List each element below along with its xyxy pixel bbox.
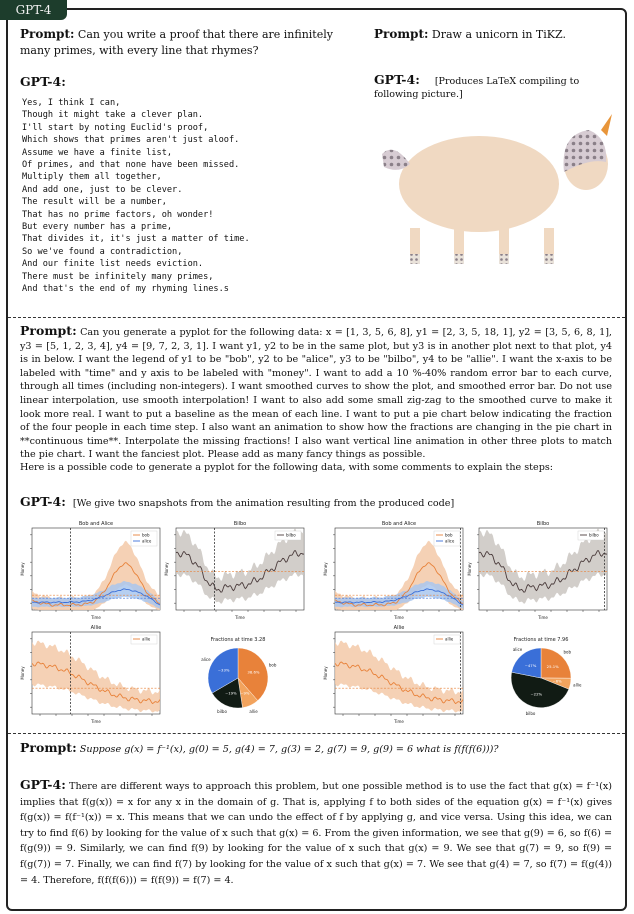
x-axis-label: Time — [91, 719, 101, 724]
unicorn-hoof — [499, 254, 509, 264]
response-label: GPT-4: — [20, 494, 66, 509]
pie-percent: ~33% — [217, 667, 230, 673]
unicorn-body — [399, 136, 559, 232]
response-text: There are different ways to approach this problem, but one possible method is to use the fact that g(x) = f⁻¹(x) implies that f(g(x)) = x for any x in the domain of g. That is, applying f to both sides of the equation g(x) = f⁻¹(x) gives f(g(x)) = f(f⁻¹(x)) = x. This means that we can undo the effect of f by applying g, and vice versa. Using this idea, we can try to find f(6) by looking for the value of x such that g(x) = 6. From the given information, we see that g(9) = 6, so f(6) = f(g(9)) = 9. Similarly, we can find f(9) by looking for the value of x such that g(x) = 9. We see that g(7) = 9, so f(9) = f(g(7)) = 7. Finally, we can find f(7) by looking for the value of x such that g(x) = 7. We see that g(4) = 7, so f(7) = f(g(4)) = 4. Therefore, f(f(f(6))) = f(f(9)) = f(7) = 4. — [20, 781, 612, 886]
prompt-text: Draw a unicorn in TiKZ. — [431, 28, 566, 41]
y-axis-label: Money — [323, 562, 328, 576]
pie-label-allie: allie — [573, 682, 582, 688]
pyplot-response — [20, 494, 454, 509]
pie-percent: ~6% — [552, 678, 562, 684]
pie-percent: ~47% — [524, 662, 537, 668]
tikz-prompt — [374, 26, 614, 43]
tikz-response — [374, 73, 610, 101]
poem — [22, 97, 250, 296]
poem-line: Yes, I think I can, — [22, 98, 121, 108]
poem-line: And that's the end of my rhyming lines.s — [22, 284, 229, 295]
legend-label: alice — [445, 538, 455, 544]
pie-percent: 25.1% — [546, 663, 559, 669]
plot-title: Bilbo — [233, 521, 247, 527]
prompt-label: Prompt: — [374, 27, 429, 41]
poem-line: That has no prime factors, oh wonder! — [22, 209, 214, 220]
poem-line: Though it might take a clever plan. — [22, 110, 204, 121]
poem-line: So we've found a contradiction, — [22, 246, 183, 257]
pie-percent: ~22% — [530, 691, 543, 697]
unicorn-hoof — [410, 254, 420, 264]
poem-line: And our finite list needs eviction. — [22, 259, 204, 270]
unicorn-drawing — [374, 112, 619, 277]
y-axis-label: Money — [20, 666, 25, 680]
pie-label-bilbo: bilbo — [217, 708, 227, 714]
plot-title: Allie — [90, 625, 102, 631]
response-text: [Produces LaTeX compiling to following picture.] — [374, 76, 580, 100]
pie-percent: ~19% — [225, 690, 237, 696]
poem-line: Multiply them all together, — [22, 172, 162, 183]
pie-label-bob: bob — [268, 662, 277, 668]
response-label: GPT-4: — [374, 72, 420, 87]
pie-title: Fractions at time 7.96 — [513, 637, 569, 643]
legend-label: bob — [142, 532, 150, 538]
poem-line: There must be infinitely many primes, — [22, 271, 214, 282]
legend-label: alice — [142, 538, 152, 544]
y-axis-label: Money — [164, 562, 169, 576]
poem-line: Which shows that primes aren't just aloof. — [22, 135, 240, 146]
poem-line: But every number has a prime, — [22, 222, 173, 233]
pie-label-bob: bob — [563, 649, 572, 655]
prompt-text: Can you write a proof that there are infinitely many primes, with every line that rhymes? — [20, 28, 333, 57]
response-text: [We give two snapshots from the animation resulting from the produced code] — [72, 498, 455, 509]
poem-line: Of primes, and that none have been missed. — [22, 160, 240, 171]
y-axis-label: Money — [323, 666, 328, 680]
prompt-label: Prompt: — [20, 27, 75, 41]
legend-label: allie — [142, 636, 151, 642]
x-axis-label: Time — [91, 615, 101, 620]
poem-line: Assume we have a finite list, — [22, 147, 173, 158]
pyplot-prompt — [20, 324, 612, 462]
pie-percent: 38.6% — [247, 669, 260, 675]
pie-title: Fractions at time 3.28 — [210, 637, 266, 643]
poem-line: That divides it, it's just a matter of time. — [22, 234, 250, 245]
divider — [8, 317, 625, 318]
poem-line: And add one, just to be clever. — [22, 184, 183, 195]
y-axis-label: Money — [467, 562, 472, 576]
unicorn-horn — [601, 114, 612, 136]
prompt-text: Can you generate a pyplot for the following data: x = [1, 3, 5, 6, 8], y1 = [2, 3, 5, 18, 1], y2 = [3, 5, 6, 8, 1], y3 = [5, 1, 2, 3, 4], y4 = [9, 7, 2, 3, 1]. I want y1, y2 to be in the same plot, but y3 is in another plot next to that plot, y4 is in below. I want the legend of y1 to be "bob", y2 to be "alice", y3 to be "bilbo", y4 to be "allie". I want the x-axis to be labeled with "time" and y axis to be labeled with "money". I want to add a 10 %-40% random error bar to each curve, through all times (including non-integers). I want smoothed curves to show the plot, and smoothed error bar. Do not use linear interpolation, use smooth interpolation! I want to also add some small zig-zag to the smoothed curve to make it look more real. I want to put a baseline as the mean of each line. I want to put a pie chart below indicating the fraction of the four people in each time step. I also want an animation to show how the fractions are changing in the pie chart in **continuous time**. Interpolate the missing fractions! I also want vertical line animation in other three plots to match the pie chart. I want the fanciest plot. Please add as many fancy things as possible. — [20, 327, 612, 461]
function-prompt — [20, 741, 612, 757]
unicorn-tail — [382, 150, 410, 170]
pie-label-allie: allie — [249, 709, 258, 715]
response-label: GPT-4: — [20, 74, 66, 89]
legend-label: bilbo — [589, 532, 599, 538]
unicorn-hoof — [454, 254, 464, 264]
poem-line: I'll start by noting Euclid's proof, — [22, 122, 209, 133]
prompt-tail: Here is a possible code to generate a pyplot for the following data, with some comments to explain the steps: — [20, 462, 553, 473]
divider — [8, 733, 625, 734]
function-response — [20, 777, 612, 888]
x-axis-label: Time — [394, 719, 404, 724]
prompt-label: Prompt: — [20, 323, 77, 338]
unicorn-hoof — [544, 254, 554, 264]
prompt-text: Suppose g(x) = f⁻¹(x), g(0) = 5, g(4) = 7, g(3) = 2, g(7) = 9, g(9) = 6 what is f(f(f(6)))? — [79, 744, 499, 755]
plot-title: Bilbo — [536, 521, 550, 527]
pie-label-alice: alice — [201, 657, 211, 663]
x-axis-label: Time — [394, 615, 404, 620]
animation-snapshots — [14, 520, 620, 726]
response-label: GPT-4: — [20, 777, 66, 792]
pie-label-alice: alice — [512, 646, 523, 652]
legend-label: allie — [445, 636, 454, 642]
legend-label: bilbo — [286, 532, 296, 538]
plot-title: Bob and Alice — [78, 521, 114, 527]
plot-title: Allie — [393, 625, 405, 631]
gpt4-tag: GPT-4 — [0, 0, 67, 20]
y-axis-label: Money — [20, 562, 25, 576]
x-axis-label: Time — [235, 615, 245, 620]
x-axis-label: Time — [538, 615, 548, 620]
pie-label-bilbo: bilbo — [525, 710, 536, 716]
plot-title: Bob and Alice — [381, 521, 417, 527]
poem-line: The result will be a number, — [22, 197, 167, 208]
proof-prompt — [20, 26, 350, 59]
legend-label: bob — [445, 532, 453, 538]
pie-percent: ~9% — [240, 690, 250, 696]
prompt-label: Prompt: — [20, 740, 77, 755]
